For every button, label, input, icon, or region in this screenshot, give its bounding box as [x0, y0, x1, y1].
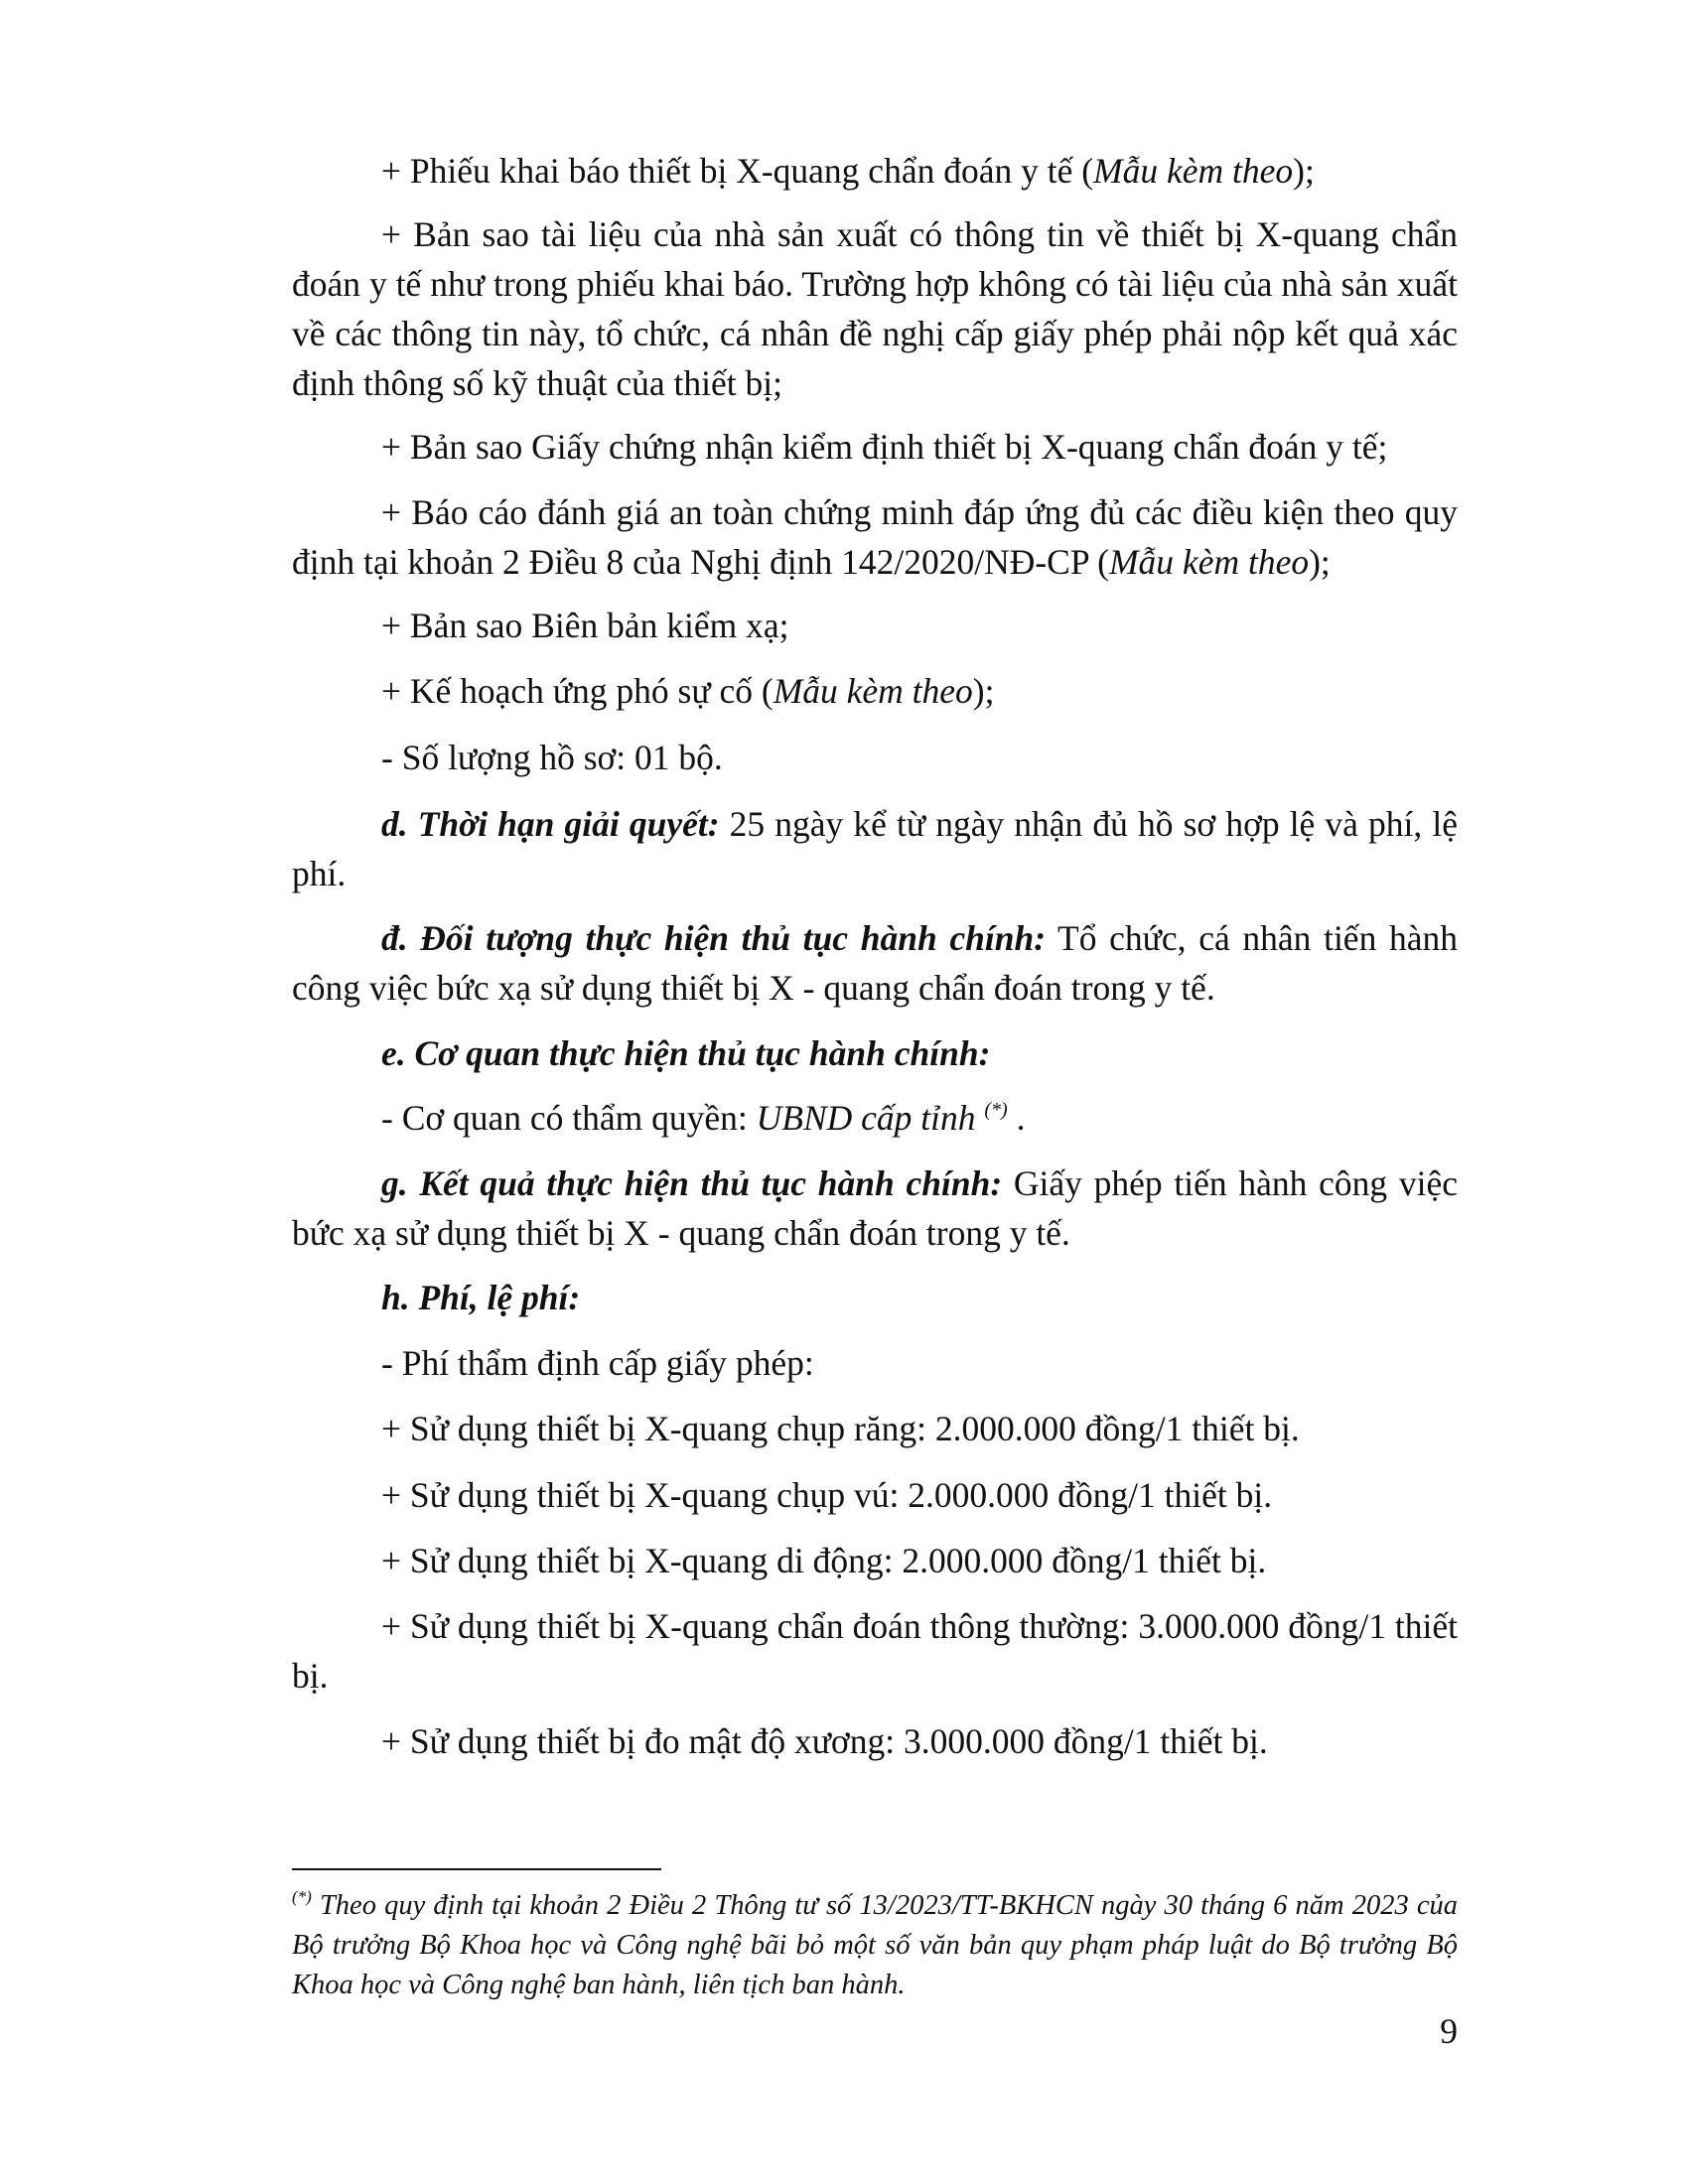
paragraph-appraisal-fee: - Phí thẩm định cấp giấy phép: — [381, 1343, 814, 1383]
fee-item-mobile: + Sử dụng thiết bị X-quang di động: 2.000.000 đồng/1 thiết bị. — [381, 1541, 1267, 1580]
document-page — [292, 0, 1458, 2184]
fee-item-bone-density: + Sử dụng thiết bị đo mật độ xương: 3.000.000 đồng/1 thiết bị. — [381, 1721, 1268, 1761]
footnote: (*) Theo quy định tại khoản 2 Điều 2 Thông tư số 13/2023/TT-BKHCN ngày 30 tháng 6 năm 2023 của Bộ trưởng Bộ Khoa học và Công nghệ bãi bỏ một số văn bản quy phạm pháp luật do Bộ trưởng Bộ Khoa học và Công nghệ ban hành, liên tịch ban hành. — [292, 1887, 1458, 2000]
section-dd-subjects: đ. Đối tượng thực hiện thủ tục hành chính: Tổ chức, cá nhân tiến hành công việc bức xạ sử dụng thiết bị X - quang chẩn đoán trong y tế. — [292, 918, 1458, 1008]
section-h-fees — [292, 1273, 1458, 1322]
paragraph-dossier-count: - Số lượng hồ sơ: 01 bộ. — [381, 738, 723, 777]
section-heading: g. Kết quả thực hiện thủ tục hành chính: — [381, 1163, 1003, 1203]
fee-item-general: + Sử dụng thiết bị X-quang chẩn đoán thông thường: 3.000.000 đồng/1 thiết bị. — [292, 1606, 1458, 1696]
section-heading: d. Thời hạn giải quyết: — [381, 804, 720, 844]
page-number: 9 — [1440, 2011, 1458, 2051]
paragraph-manufacturer-docs: + Bản sao tài liệu của nhà sản xuất có thông tin về thiết bị X-quang chẩn đoán y tế như trong phiếu khai báo. Trường hợp không có tài liệu của nhà sản xuất về các thông tin này, tổ chức, cá nhân đề nghị cấp giấy phép phải nộp kết quả xác định thông số kỹ thuật của thiết bị; — [292, 214, 1458, 403]
section-heading: đ. Đối tượng thực hiện thủ tục hành chính: — [381, 918, 1047, 958]
paragraph-incident-plan: + Kế hoạch ứng phó sự cố (Mẫu kèm theo); — [381, 671, 995, 711]
paragraph-radiation-survey: + Bản sao Biên bản kiểm xạ; — [381, 606, 789, 645]
paragraph-declaration-form: + Phiếu khai báo thiết bị X-quang chẩn đoán y tế (Mẫu kèm theo); — [381, 151, 1315, 191]
section-heading: e. Cơ quan thực hiện thủ tục hành chính: — [381, 1033, 991, 1073]
section-e-agency — [292, 1028, 1458, 1078]
paragraph-safety-report: + Báo cáo đánh giá an toàn chứng minh đáp ứng đủ các điều kiện theo quy định tại khoản 2 Điều 8 của Nghị định 142/2020/NĐ-CP (Mẫu kèm theo); — [292, 492, 1458, 582]
footnote-marker: (*) — [292, 1887, 312, 1906]
paragraph-inspection-certificate: + Bản sao Giấy chứng nhận kiểm định thiết bị X-quang chẩn đoán y tế; — [381, 427, 1388, 467]
paragraph-competent-authority: - Cơ quan có thẩm quyền: UBND cấp tỉnh (*) . — [381, 1098, 1026, 1138]
fee-item-dental: + Sử dụng thiết bị X-quang chụp răng: 2.000.000 đồng/1 thiết bị. — [381, 1409, 1300, 1448]
footnote-reference: (*) — [984, 1099, 1008, 1121]
fee-item-mammography: + Sử dụng thiết bị X-quang chụp vú: 2.000.000 đồng/1 thiết bị. — [381, 1475, 1273, 1515]
section-g-result: g. Kết quả thực hiện thủ tục hành chính: Giấy phép tiến hành công việc bức xạ sử dụng thiết bị X - quang chẩn đoán trong y tế. — [292, 1163, 1458, 1253]
footnote-separator — [292, 1868, 661, 1870]
section-d-processing-time: d. Thời hạn giải quyết: 25 ngày kể từ ngày nhận đủ hồ sơ hợp lệ và phí, lệ phí. — [292, 804, 1458, 893]
section-heading: h. Phí, lệ phí: — [381, 1278, 581, 1317]
